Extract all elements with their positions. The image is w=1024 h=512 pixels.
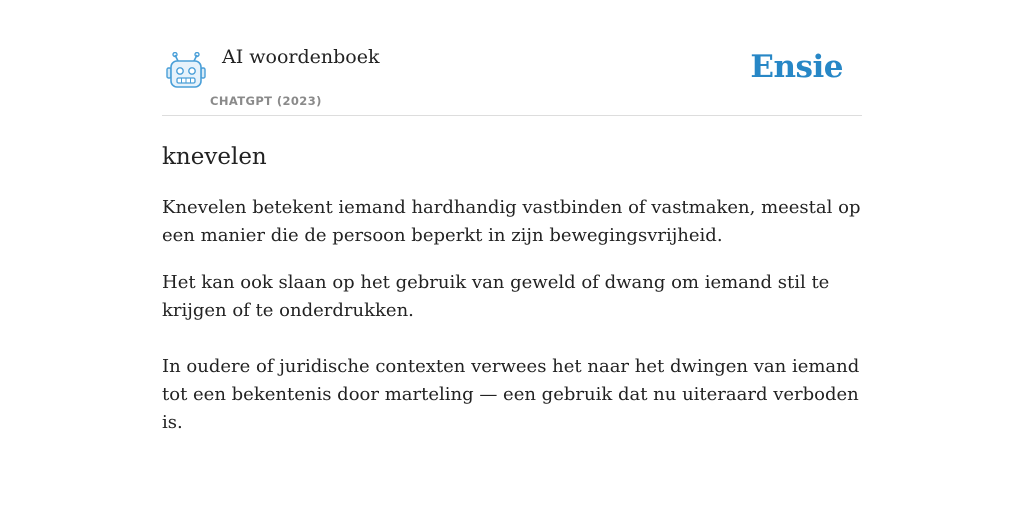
robot-icon: [165, 52, 207, 90]
dictionary-title: AI woordenboek: [222, 46, 380, 68]
card-header: [162, 40, 862, 116]
dictionary-card: [162, 40, 862, 437]
definition-paragraph: Het kan ook slaan op het gebruik van geweld of dwang om iemand stil te krijgen of te onderdrukken.: [162, 272, 830, 321]
source-label: CHATGPT (2023): [210, 94, 322, 108]
definition-paragraph: Knevelen betekent iemand hardhandig vastbinden of vastmaken, meestal op een manier die de persoon beperkt in zijn bewegingsvrijheid.: [162, 197, 861, 246]
brand-logo[interactable]: Ensie: [750, 49, 843, 85]
entry-word: knevelen: [162, 144, 267, 170]
definition-paragraph: In oudere of juridische contexten verwees het naar het dwingen van iemand tot een bekentenis door marteling — een gebruik dat nu uiteraard verboden is.: [162, 356, 860, 433]
